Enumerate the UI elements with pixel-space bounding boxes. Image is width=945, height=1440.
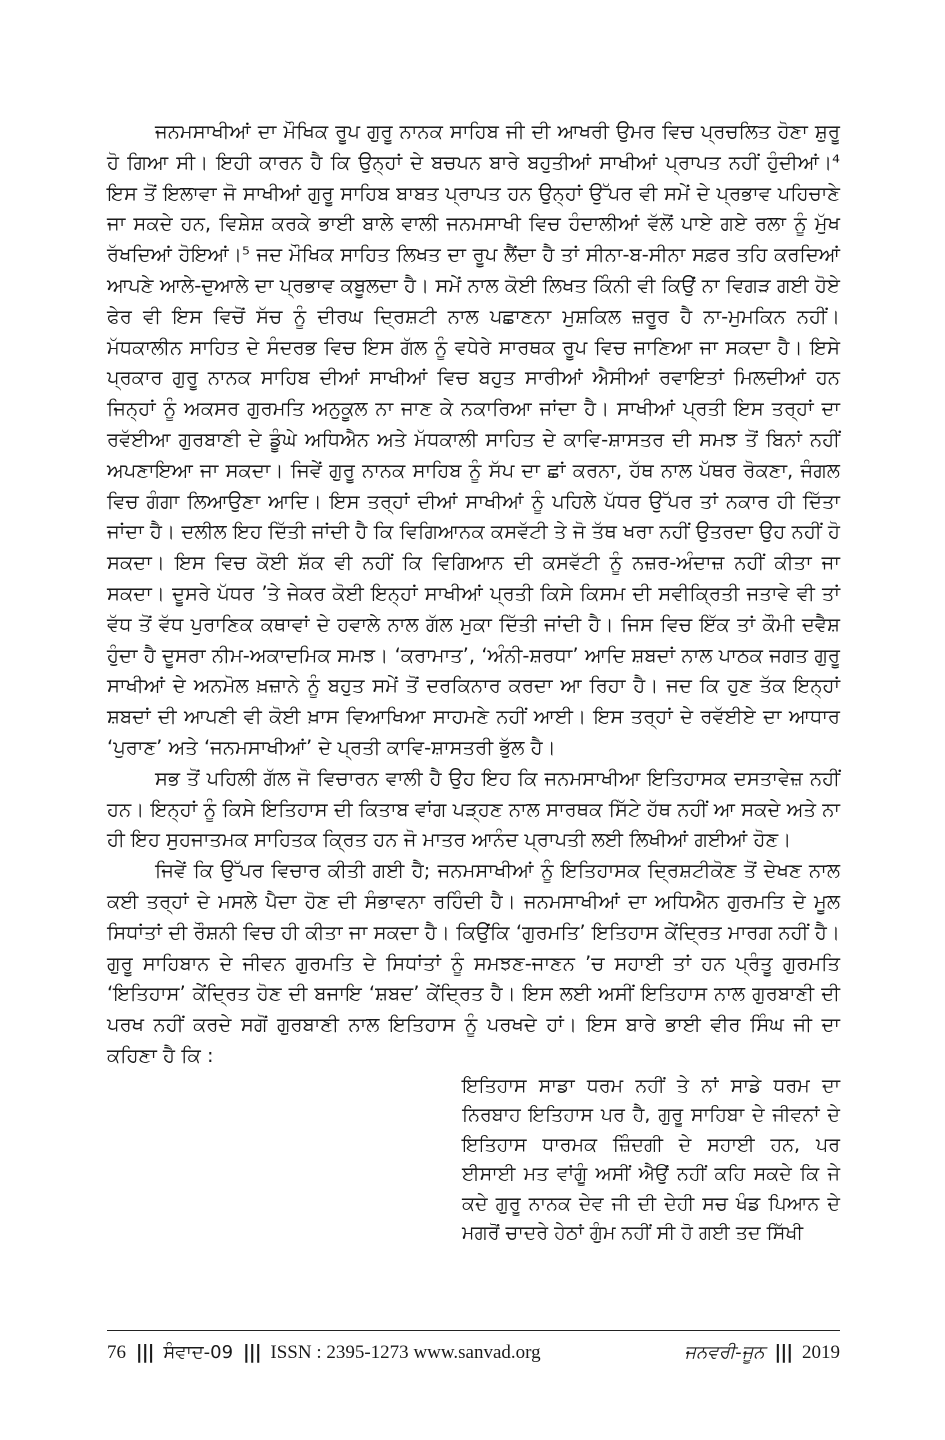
block-quote: ਇਤਿਹਾਸ ਸਾਡਾ ਧਰਮ ਨਹੀਂ ਤੇ ਨਾਂ ਸਾਡੇ ਧਰਮ ਦਾ ਨਿਰਬਾਹ ਇਤਿਹਾਸ ਪਰ ਹੈ, ਗੁਰੂ ਸਾਹਿਬਾ ਦੇ ਜੀਵਨਾਂ ਦੇ ਇਤਿਹਾਸ ਧਾਰਮਕ ਜ਼ਿੰਦਗੀ ਦੇ ਸਹਾਈ ਹਨ, ਪਰ ਈਸਾਈ ਮਤ ਵਾਂਗੂੰ ਅਸੀਂ ਐਉਂ ਨਹੀਂ ਕਹਿ ਸਕਦੇ ਕਿ ਜੇ ਕਦੇ ਗੁਰੂ ਨਾਨਕ ਦੇਵ ਜੀ ਦੀ ਦੇਹੀ ਸਚ ਖੰਡ ਪਿਆਨ ਦੇ ਮਗਰੋਂ ਚਾਦਰੇ ਹੇਠਾਂ ਗੁੰਮ ਨਹੀਂ ਸੀ ਹੋ ਗਈ ਤਦ ਸਿੱਖੀ (462, 1074, 840, 1245)
paragraph-3: ਜਿਵੇਂ ਕਿ ਉੱਪਰ ਵਿਚਾਰ ਕੀਤੀ ਗਈ ਹੈ; ਜਨਮਸਾਖੀਆਂ ਨੂੰ ਇਤਿਹਾਸਕ ਦ੍ਰਿਸ਼ਟੀਕੋਣ ਤੋਂ ਦੇਖਣ ਨਾਲ ਕਈ ਤਰ੍ਹਾਂ ਦੇ ਮਸਲੇ ਪੈਦਾ ਹੋਣ ਦੀ ਸੰਭਾਵਨਾ ਰਹਿੰਦੀ ਹੈ। ਜਨਮਸਾਖੀਆਂ ਦਾ ਅਧਿਐਨ ਗੁਰਮਤਿ ਦੇ ਮੂਲ ਸਿਧਾਂਤਾਂ ਦੀ ਰੌਸ਼ਨੀ ਵਿਚ ਹੀ ਕੀਤਾ ਜਾ ਸਕਦਾ ਹੈ। ਕਿਉਂਕਿ ‘ਗੁਰਮਤਿ’ ਇਤਿਹਾਸ ਕੇਂਦ੍ਰਿਤ ਮਾਰਗ ਨਹੀਂ ਹੈ। ਗੁਰੂ ਸਾਹਿਬਾਨ ਦੇ ਜੀਵਨ ਗੁਰਮਤਿ ਦੇ ਸਿਧਾਂਤਾਂ ਨੂੰ ਸਮਝਣ-ਜਾਣਨ ’ਚ ਸਹਾਈ ਤਾਂ ਹਨ ਪ੍ਰੰਤੂ ਗੁਰਮਤਿ ‘ਇਤਿਹਾਸ’ ਕੇਂਦ੍ਰਿਤ ਹੋਣ ਦੀ ਬਜਾਇ ‘ਸ਼ਬਦ’ ਕੇਂਦ੍ਰਿਤ ਹੈ। ਇਸ ਲਈ ਅਸੀਂ ਇਤਿਹਾਸ ਨਾਲ ਗੁਰਬਾਣੀ ਦੀ ਪਰਖ ਨਹੀਂ ਕਰਦੇ ਸਗੋਂ ਗੁਰਬਾਣੀ ਨਾਲ ਇਤਿਹਾਸ ਨੂੰ ਪਰਖਦੇ ਹਾਂ। ਇਸ ਬਾਰੇ ਭਾਈ ਵੀਰ ਸਿੰਘ ਜੀ ਦਾ ਕਹਿਣਾ ਹੈ ਕਿ : (107, 859, 840, 1067)
issue-months: ਜਨਵਰੀ-ਜੂਨ (684, 1342, 765, 1363)
page-footer (107, 1339, 840, 1365)
separator-bars: ||| (135, 1341, 154, 1363)
separator-bars: ||| (774, 1341, 793, 1363)
footer-right-group (684, 1339, 840, 1366)
paragraph-2: ਸਭ ਤੋਂ ਪਹਿਲੀ ਗੱਲ ਜੋ ਵਿਚਾਰਨ ਵਾਲੀ ਹੈ ਉਹ ਇਹ ਕਿ ਜਨਮਸਾਖੀਆ ਇਤਿਹਾਸਕ ਦਸਤਾਵੇਜ਼ ਨਹੀਂ ਹਨ। ਇਨ੍ਹਾਂ ਨੂੰ ਕਿਸੇ ਇਤਿਹਾਸ ਦੀ ਕਿਤਾਬ ਵਾਂਗ ਪੜ੍ਹਣ ਨਾਲ ਸਾਰਥਕ ਸਿੱਟੇ ਹੱਥ ਨਹੀਂ ਆ ਸਕਦੇ ਅਤੇ ਨਾ ਹੀ ਇਹ ਸੁਹਜਾਤਮਕ ਸਾਹਿਤਕ ਕ੍ਰਿਤ ਹਨ ਜੋ ਮਾਤਰ ਆਨੰਦ ਪ੍ਰਾਪਤੀ ਲਈ ਲਿਖੀਆਂ ਗਈਆਂ ਹੋਣ। (107, 766, 840, 852)
article-body (107, 117, 840, 1249)
website-link[interactable]: www.sanvad.org (413, 1342, 541, 1363)
paragraph-1: ਜਨਮਸਾਖੀਆਂ ਦਾ ਮੌਖਿਕ ਰੂਪ ਗੁਰੂ ਨਾਨਕ ਸਾਹਿਬ ਜੀ ਦੀ ਆਖਰੀ ਉਮਰ ਵਿਚ ਪ੍ਰਚਲਿਤ ਹੋਣਾ ਸ਼ੁਰੂ ਹੋ ਗਿਆ ਸੀ। ਇਹੀ ਕਾਰਨ ਹੈ ਕਿ ਉਨ੍ਹਾਂ ਦੇ ਬਚਪਨ ਬਾਰੇ ਬਹੁਤੀਆਂ ਸਾਖੀਆਂ ਪ੍ਰਾਪਤ ਨਹੀਂ ਹੁੰਦੀਆਂ।⁴ ਇਸ ਤੋਂ ਇਲਾਵਾ ਜੋ ਸਾਖੀਆਂ ਗੁਰੂ ਸਾਹਿਬ ਬਾਬਤ ਪ੍ਰਾਪਤ ਹਨ ਉਨ੍ਹਾਂ ਉੱਪਰ ਵੀ ਸਮੇਂ ਦੇ ਪ੍ਰਭਾਵ ਪਹਿਚਾਣੇ ਜਾ ਸਕਦੇ ਹਨ, ਵਿਸ਼ੇਸ਼ ਕਰਕੇ ਭਾਈ ਬਾਲੇ ਵਾਲੀ ਜਨਮਸਾਖੀ ਵਿਚ ਹੰਦਾਲੀਆਂ ਵੱਲੋਂ ਪਾਏ ਗਏ ਰਲਾ ਨੂੰ ਮੁੱਖ ਰੱਖਦਿਆਂ ਹੋਇਆਂ।⁵ ਜਦ ਮੌਖਿਕ ਸਾਹਿਤ ਲਿਖਤ ਦਾ ਰੂਪ ਲੈਂਦਾ ਹੈ ਤਾਂ ਸੀਨਾ-ਬ-ਸੀਨਾ ਸਫ਼ਰ ਤਹਿ ਕਰਦਿਆਂ ਆਪਣੇ ਆਲੇ-ਦੁਆਲੇ ਦਾ ਪ੍ਰਭਾਵ ਕਬੂਲਦਾ ਹੈ। ਸਮੇਂ ਨਾਲ ਕੋਈ ਲਿਖਤ ਕਿੰਨੀ ਵੀ ਕਿਉਂ ਨਾ ਵਿਗੜ ਗਈ ਹੋਏ ਫੇਰ ਵੀ ਇਸ ਵਿਚੋਂ ਸੱਚ ਨੂੰ ਦੀਰਘ ਦ੍ਰਿਸ਼ਟੀ ਨਾਲ ਪਛਾਣਨਾ ਮੁਸ਼ਕਿਲ ਜ਼ਰੂਰ ਹੈ ਨਾ-ਮੁਮਕਿਨ ਨਹੀਂ। ਮੱਧਕਾਲੀਨ ਸਾਹਿਤ ਦੇ ਸੰਦਰਭ ਵਿਚ ਇਸ ਗੱਲ ਨੂੰ ਵਧੇਰੇ ਸਾਰਥਕ ਰੂਪ ਵਿਚ ਜਾਣਿਆ ਜਾ ਸਕਦਾ ਹੈ। ਇਸੇ ਪ੍ਰਕਾਰ ਗੁਰੂ ਨਾਨਕ ਸਾਹਿਬ ਦੀਆਂ ਸਾਖੀਆਂ ਵਿਚ ਬਹੁਤ ਸਾਰੀਆਂ ਐਸੀਆਂ ਰਵਾਇਤਾਂ ਮਿਲਦੀਆਂ ਹਨ ਜਿਨ੍ਹਾਂ ਨੂੰ ਅਕਸਰ ਗੁਰਮਤਿ ਅਨੁਕੂਲ ਨਾ ਜਾਣ ਕੇ ਨਕਾਰਿਆ ਜਾਂਦਾ ਹੈ। ਸਾਖੀਆਂ ਪ੍ਰਤੀ ਇਸ ਤਰ੍ਹਾਂ ਦਾ ਰਵੱਈਆ ਗੁਰਬਾਣੀ ਦੇ ਡੂੰਘੇ ਅਧਿਐਨ ਅਤੇ ਮੱਧਕਾਲੀ ਸਾਹਿਤ ਦੇ ਕਾਵਿ-ਸ਼ਾਸਤਰ ਦੀ ਸਮਝ ਤੋਂ ਬਿਨਾਂ ਨਹੀਂ ਅਪਣਾਇਆ ਜਾ ਸਕਦਾ। ਜਿਵੇਂ ਗੁਰੂ ਨਾਨਕ ਸਾਹਿਬ ਨੂੰ ਸੱਪ ਦਾ ਛਾਂ ਕਰਨਾ, ਹੱਥ ਨਾਲ ਪੱਥਰ ਰੋਕਣਾ, ਜੰਗਲ ਵਿਚ ਗੰਗਾ ਲਿਆਉਣਾ ਆਦਿ। ਇਸ ਤਰ੍ਹਾਂ ਦੀਆਂ ਸਾਖੀਆਂ ਨੂੰ ਪਹਿਲੇ ਪੱਧਰ ਉੱਪਰ ਤਾਂ ਨਕਾਰ ਹੀ ਦਿੱਤਾ ਜਾਂਦਾ ਹੈ। ਦਲੀਲ ਇਹ ਦਿੱਤੀ ਜਾਂਦੀ ਹੈ ਕਿ ਵਿਗਿਆਨਕ ਕਸਵੱਟੀ ਤੇ ਜੋ ਤੱਥ ਖਰਾ ਨਹੀਂ ਉਤਰਦਾ ਉਹ ਨਹੀਂ ਹੋ ਸਕਦਾ। ਇਸ ਵਿਚ ਕੋਈ ਸ਼ੱਕ ਵੀ ਨਹੀਂ ਕਿ ਵਿਗਿਆਨ ਦੀ ਕਸਵੱਟੀ ਨੂੰ ਨਜ਼ਰ-ਅੰਦਾਜ਼ ਨਹੀਂ ਕੀਤਾ ਜਾ ਸਕਦਾ। ਦੂਸਰੇ ਪੱਧਰ ’ਤੇ ਜੇਕਰ ਕੋਈ ਇਨ੍ਹਾਂ ਸਾਖੀਆਂ ਪ੍ਰਤੀ ਕਿਸੇ ਕਿਸਮ ਦੀ ਸਵੀਕ੍ਰਿਤੀ ਜਤਾਵੇ ਵੀ ਤਾਂ ਵੱਧ ਤੋਂ ਵੱਧ ਪੁਰਾਣਿਕ ਕਥਾਵਾਂ ਦੇ ਹਵਾਲੇ ਨਾਲ ਗੱਲ ਮੁਕਾ ਦਿੱਤੀ ਜਾਂਦੀ ਹੈ। ਜਿਸ ਵਿਚ ਇੱਕ ਤਾਂ ਕੌਮੀ ਦਵੈਸ਼ ਹੁੰਦਾ ਹੈ ਦੂਸਰਾ ਨੀਮ-ਅਕਾਦਮਿਕ ਸਮਝ। ‘ਕਰਾਮਾਤ’, ‘ਅੰਨੀ-ਸ਼ਰਧਾ’ ਆਦਿ ਸ਼ਬਦਾਂ ਨਾਲ ਪਾਠਕ ਜਗਤ ਗੁਰੂ ਸਾਖੀਆਂ ਦੇ ਅਨਮੋਲ ਖ਼ਜ਼ਾਨੇ ਨੂੰ ਬਹੁਤ ਸਮੇਂ ਤੋਂ ਦਰਕਿਨਾਰ ਕਰਦਾ ਆ ਰਿਹਾ ਹੈ। ਜਦ ਕਿ ਹੁਣ ਤੱਕ ਇਨ੍ਹਾਂ ਸ਼ਬਦਾਂ ਦੀ ਆਪਣੀ ਵੀ ਕੋਈ ਖ਼ਾਸ ਵਿਆਖਿਆ ਸਾਹਮਣੇ ਨਹੀਂ ਆਈ। ਇਸ ਤਰ੍ਹਾਂ ਦੇ ਰਵੱਈਏ ਦਾ ਆਧਾਰ ‘ਪੁਰਾਣ’ ਅਤੇ ‘ਜਨਮਸਾਖੀਆਂ’ ਦੇ ਪ੍ਰਤੀ ਕਾਵਿ-ਸ਼ਾਸਤਰੀ ਭੁੱਲ ਹੈ। (107, 120, 840, 759)
footer-divider (107, 1330, 840, 1331)
issue-year: 2019 (802, 1342, 840, 1363)
separator-bars: ||| (242, 1341, 261, 1363)
page-number: 76 (107, 1342, 126, 1363)
footer-left-group (107, 1339, 541, 1366)
magazine-name: ਸੰਵਾਦ-09 (163, 1342, 234, 1363)
issn-number: ISSN : 2395-1273 (270, 1342, 409, 1363)
